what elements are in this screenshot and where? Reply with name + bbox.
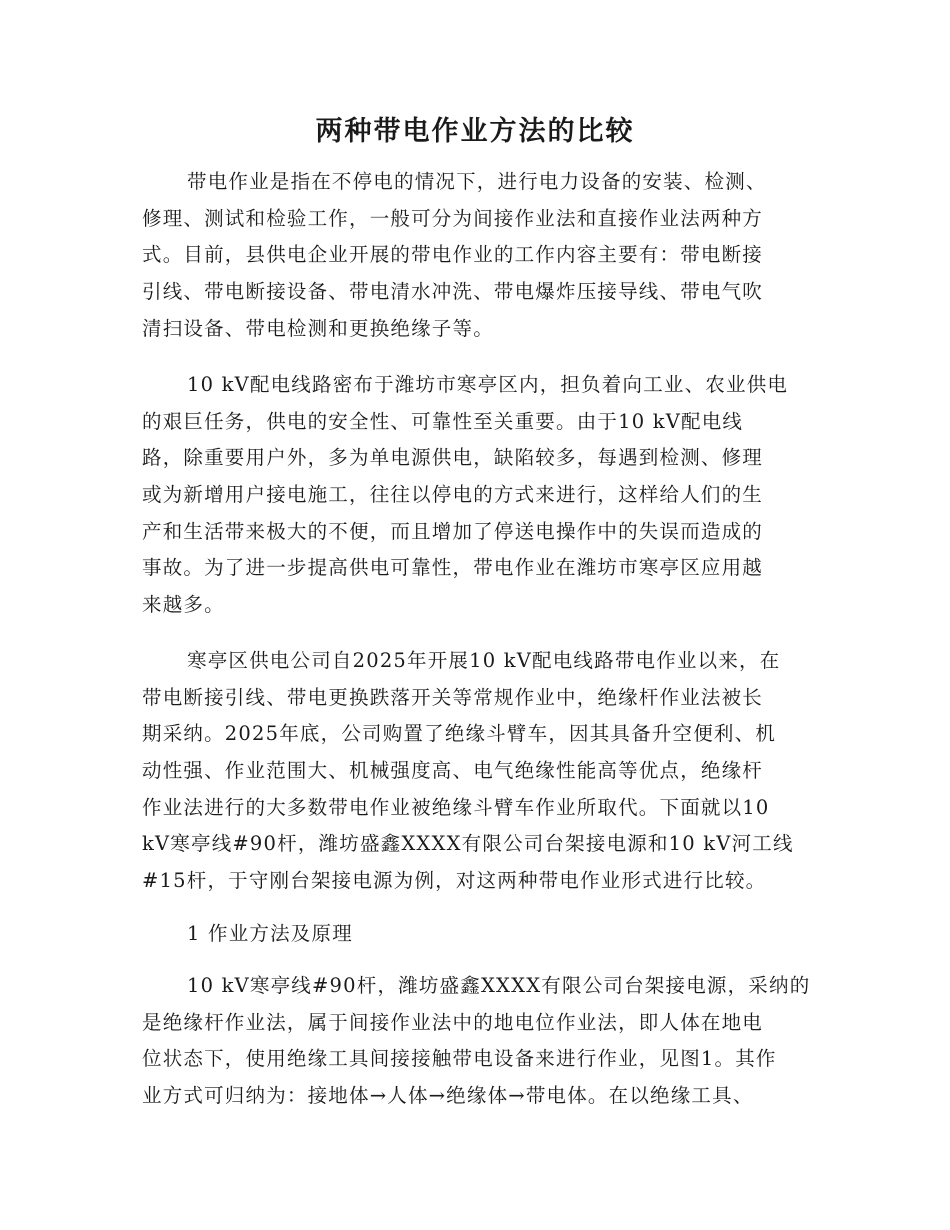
paragraph-line: 10 kV寒亭线#90杆，潍坊盛鑫XXXX有限公司台架接电源，采纳的 — [187, 974, 811, 997]
paragraph-line: 路，除重要用户外，多为单电源供电，缺陷较多，每遇到检测、修理 — [142, 446, 764, 470]
paragraph-line: 10 kV配电线路密布于潍坊市寒亭区内，担负着向工业、农业供电 — [187, 373, 789, 396]
paragraph-line: 带电作业是指在不停电的情况下，进行电力设备的安装、检测、 — [187, 170, 767, 193]
paragraph-company — [142, 643, 812, 900]
paragraph-line: 清扫设备、带电检测和更换绝缘子等。 — [142, 316, 494, 340]
paragraph-line: 引线、带电断接设备、带电清水冲洗、带电爆炸压接导线、带电气吹 — [142, 280, 764, 304]
paragraph-line: 业方式可归纳为：接地体→人体→绝缘体→带电体。在以绝缘工具、 — [142, 1084, 754, 1108]
section-heading — [142, 916, 812, 953]
paragraph-line: 产和生活带来极大的不便，而且增加了停送电操作中的失误而造成的 — [142, 519, 764, 543]
paragraph-background — [142, 367, 812, 624]
paragraph-line: 寒亭区供电公司自2025年开展10 kV配电线路带电作业以来，在 — [187, 649, 781, 672]
paragraph-line: #15杆，于守刚台架接电源为例，对这两种带电作业形式进行比较。 — [142, 869, 767, 893]
paragraph-line: 或为新增用户接电施工，往往以停电的方式来进行，这样给人们的生 — [142, 483, 764, 507]
paragraph-line: 带电断接引线、带电更换跌落开关等常规作业中，绝缘杆作业法被长 — [142, 685, 764, 709]
section-heading-text: 1 作业方法及原理 — [187, 922, 353, 945]
paragraph-method — [142, 968, 812, 1115]
document-title: 两种带电作业方法的比较 — [315, 116, 635, 147]
paragraph-line: 事故。为了进一步提高供电可靠性，带电作业在潍坊市寒亭区应用越 — [142, 556, 764, 580]
paragraph-intro — [142, 164, 812, 347]
paragraph-line: 期采纳。2025年底，公司购置了绝缘斗臂车，因其具备升空便利、机 — [142, 722, 777, 746]
paragraph-line: 修理、测试和检验工作，一般可分为间接作业法和直接作业法两种方 — [142, 206, 764, 230]
paragraph-line: 动性强、作业范围大、机械强度高、电气绝缘性能高等优点，绝缘杆 — [142, 759, 764, 783]
paragraph-line: 来越多。 — [142, 593, 225, 617]
paragraph-line: 位状态下，使用绝缘工具间接接触带电设备来进行作业，见图1。其作 — [142, 1047, 777, 1071]
paragraph-line: 式。目前，县供电企业开展的带电作业的工作内容主要有：带电断接 — [142, 243, 764, 267]
paragraph-line: 作业法进行的大多数带电作业被绝缘斗臂车作业所取代。下面就以10 — [142, 795, 770, 819]
paragraph-line: kV寒亭线#90杆，潍坊盛鑫XXXX有限公司台架接电源和10 kV河工线 — [142, 832, 794, 856]
paragraph-line: 的艰巨任务，供电的安全性、可靠性至关重要。由于10 kV配电线 — [142, 409, 744, 433]
paragraph-line: 是绝缘杆作业法，属于间接作业法中的地电位作业法，即人体在地电 — [142, 1010, 764, 1034]
